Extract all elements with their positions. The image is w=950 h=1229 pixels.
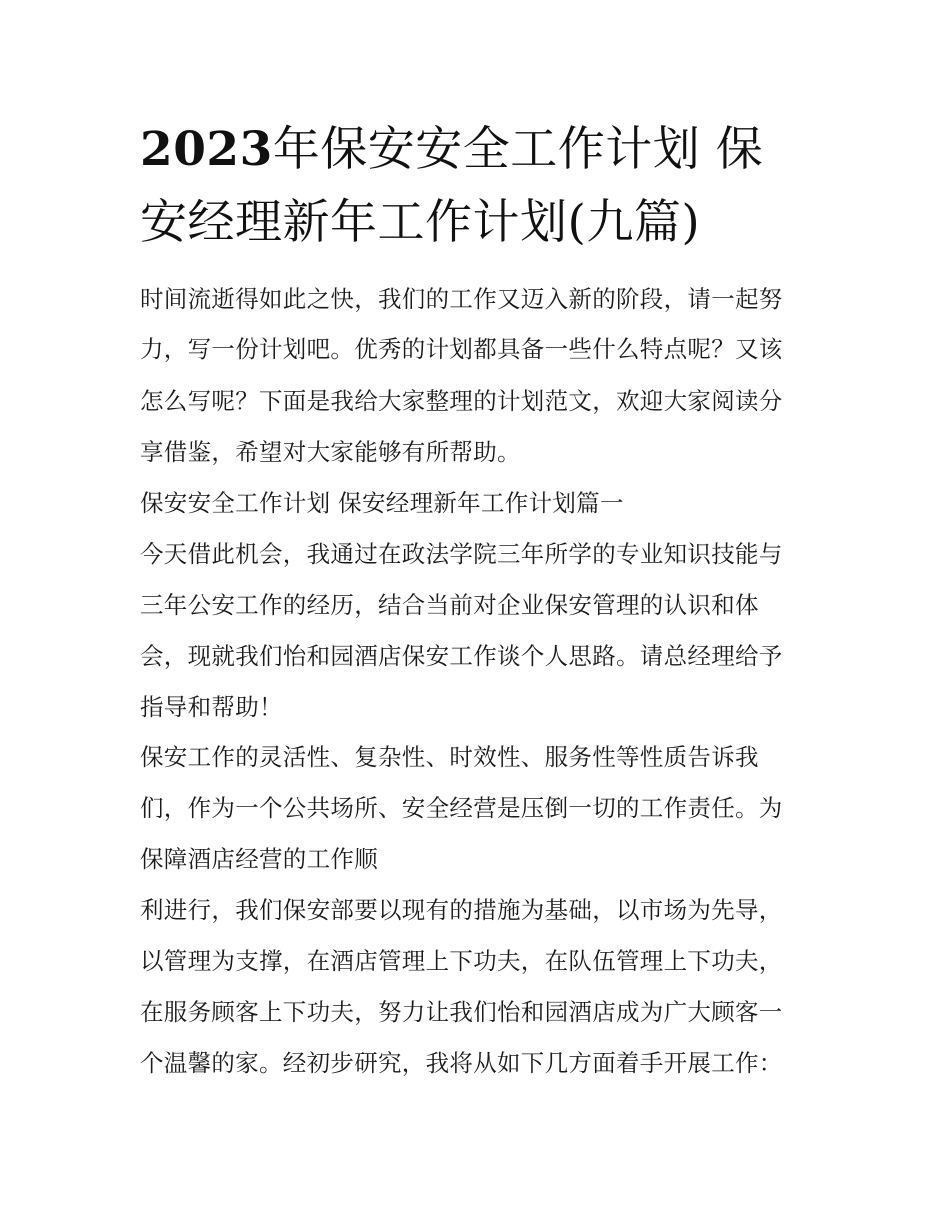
title-text-1: 年保安安全工作计划 保 bbox=[272, 122, 764, 177]
body-line: 以管理为支撑，在酒店管理上下功夫，在队伍管理上下功夫， bbox=[140, 947, 783, 975]
body-line: 享借鉴，希望对大家能够有所帮助。 bbox=[140, 438, 521, 466]
title-year: 2023 bbox=[140, 122, 273, 177]
section-heading: 保安安全工作计划 保安经理新年工作计划篇一 bbox=[140, 489, 624, 517]
body-line: 今天借此机会，我通过在政法学院三年所学的专业知识技能与 bbox=[140, 540, 783, 568]
body-line: 力，写一份计划吧。优秀的计划都具备一些什么特点呢？又该 bbox=[140, 335, 783, 363]
document-title-line-2: 安经理新年工作计划(九篇) bbox=[140, 195, 701, 250]
body-line: 们，作为一个公共场所、安全经营是压倒一切的工作责任。为 bbox=[140, 794, 783, 822]
body-line: 保障酒店经营的工作顺 bbox=[140, 845, 378, 873]
body-line: 个温馨的家。经初步研究，我将从如下几方面着手开展工作： bbox=[140, 1049, 783, 1077]
body-line: 时间流逝得如此之快，我们的工作又迈入新的阶段，请一起努 bbox=[140, 285, 783, 313]
body-line: 在服务顾客上下功夫，努力让我们怡和园酒店成为广大顾客一 bbox=[140, 998, 783, 1026]
body-line: 三年公安工作的经历，结合当前对企业保安管理的认识和体 bbox=[140, 591, 759, 619]
body-line: 会，现就我们怡和园酒店保安工作谈个人思路。请总经理给予 bbox=[140, 642, 783, 670]
body-line: 利进行，我们保安部要以现有的措施为基础，以市场为先导， bbox=[140, 896, 783, 924]
body-line: 保安工作的灵活性、复杂性、时效性、服务性等性质告诉我 bbox=[140, 743, 759, 771]
body-line: 指导和帮助！ bbox=[140, 693, 283, 721]
body-line: 怎么写呢？下面是我给大家整理的计划范文，欢迎大家阅读分 bbox=[140, 387, 783, 415]
document-title-line-1 bbox=[140, 122, 764, 177]
